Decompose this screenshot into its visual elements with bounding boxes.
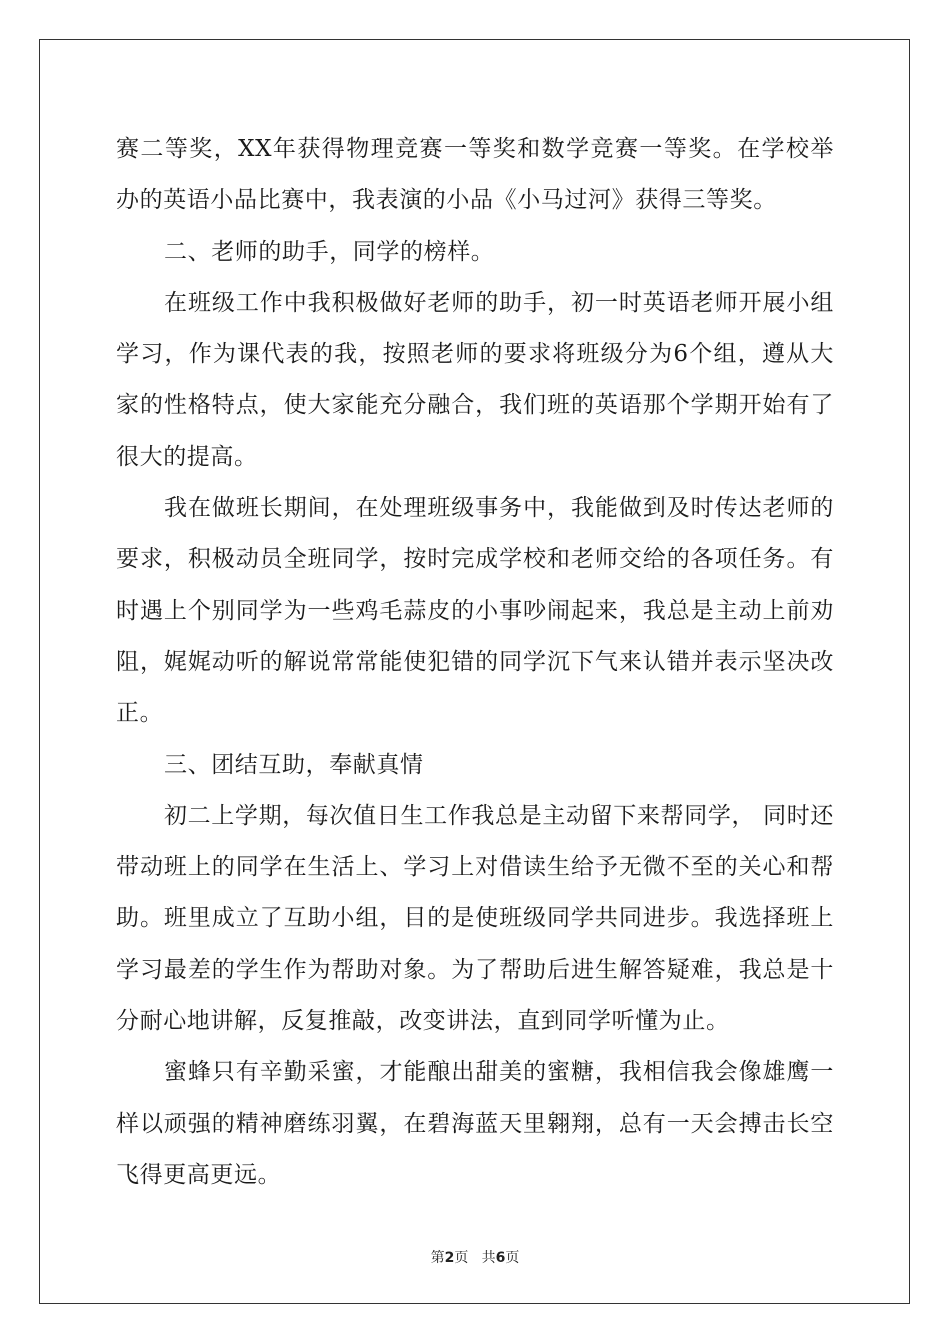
paragraph-6: 初二上学期，每次值日生工作我总是主动留下来帮同学， 同时还带动班上的同学在生活上、学习上对借读生给予无微不至的关心和帮助。班里成立了互助小组，目的是使班级同学共同进步。我选择班上学习最差的学生作为帮助对象。为了帮助后进生解答疑难，我总是十分耐心地讲解，反复推敲，改变讲法，直到同学听懂为止。	[116, 802, 834, 1035]
paragraph-4: 我在做班长期间，在处理班级事务中，我能做到及时传达老师的要求，积极动员全班同学，按时完成学校和老师交给的各项任务。有时遇上个别同学为一些鸡毛蒜皮的小事吵闹起来，我总是主动上前劝阻，娓娓动听的解说常常能使犯错的同学沉下气来认错并表示坚决改正。	[116, 495, 834, 727]
section-heading-2: 二、老师的助手，同学的榜样。	[164, 238, 495, 265]
total-prefix: 共	[481, 1250, 496, 1266]
paragraph-7: 蜜蜂只有辛勤采蜜，才能酿出甜美的蜜糖，我相信我会像雄鹰一样以顽强的精神磨练羽翼，在碧海蓝天里翱翔，总有一天会搏击长空飞得更高更远。	[116, 1059, 834, 1188]
paragraph-1: 赛二等奖，XX年获得物理竞赛一等奖和数学竞赛一等奖。在学校举办的英语小品比赛中，我表演的小品《小马过河》获得三等奖。	[116, 136, 834, 214]
page-footer	[0, 1247, 950, 1267]
current-page-number: 2	[444, 1250, 455, 1266]
section-heading-3: 三、团结互助，奉献真情	[164, 751, 424, 778]
total-suffix: 页	[505, 1250, 520, 1266]
document-body	[116, 124, 834, 1201]
page-prefix: 第	[430, 1250, 445, 1266]
page-suffix: 页	[454, 1250, 469, 1266]
total-pages-number: 6	[495, 1250, 506, 1266]
paragraph-3: 在班级工作中我积极做好老师的助手，初一时英语老师开展小组学习，作为课代表的我，按照老师的要求将班级分为6个组，遵从大家的性格特点，使大家能充分融合，我们班的英语那个学期开始有了很大的提高。	[116, 289, 834, 470]
